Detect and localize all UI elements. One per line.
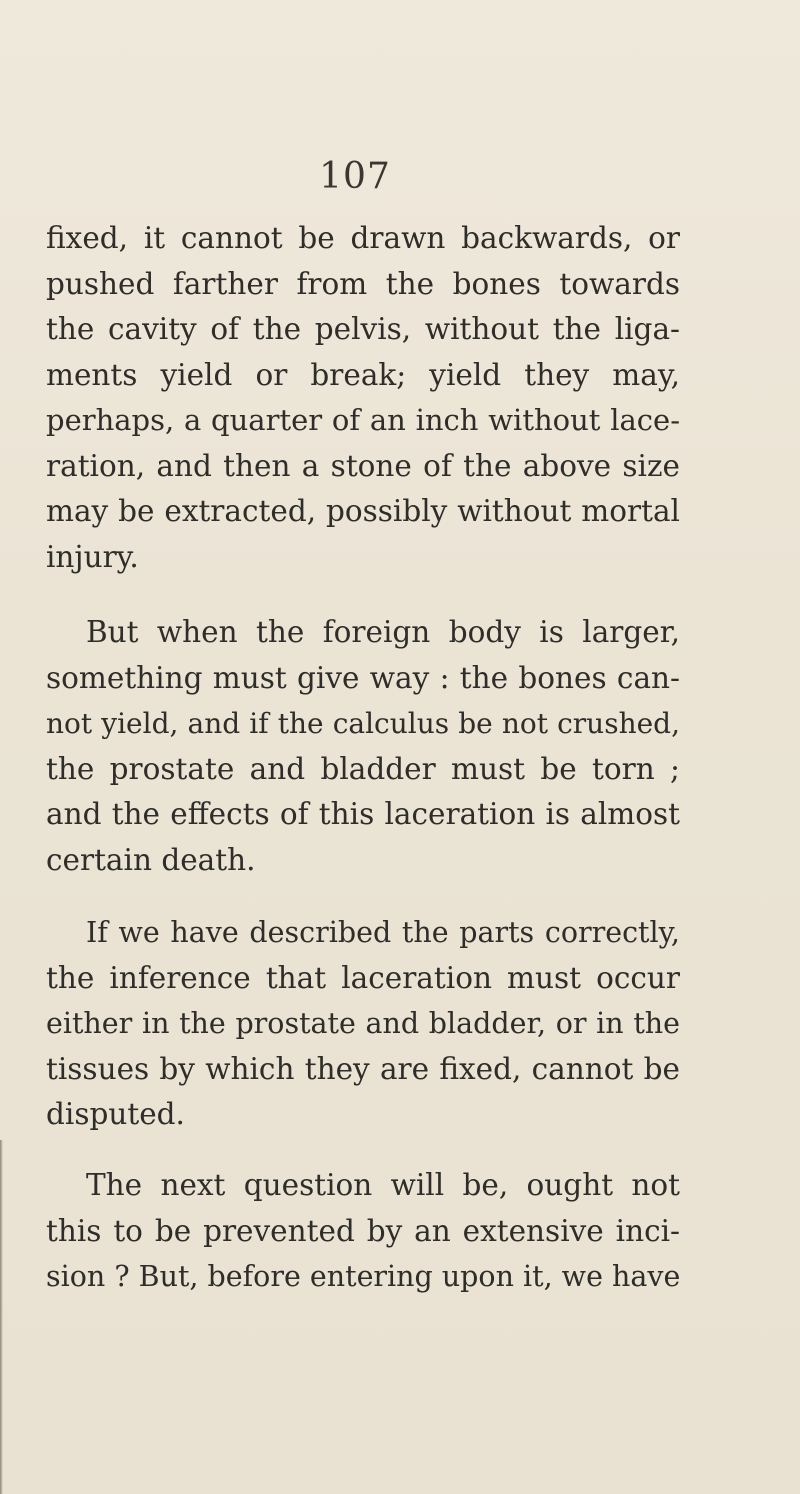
- text-line: injury.: [46, 539, 139, 574]
- text-line: the cavity of the pelvis, without the liga-: [46, 312, 680, 346]
- text-line: the inference that laceration must occur: [46, 960, 680, 995]
- paragraph-3: [46, 910, 680, 1138]
- text-line: The next question will be, ought not: [86, 1168, 680, 1202]
- text-line: perhaps, a quarter of an inch without lace-: [46, 403, 680, 437]
- text-line: disputed.: [46, 1097, 185, 1131]
- text-line: fixed, it cannot be drawn backwards, or: [46, 221, 680, 255]
- paragraph-2: [46, 610, 680, 883]
- text-line: either in the prostate and bladder, or in the: [46, 1007, 680, 1040]
- paragraph-4: [46, 1163, 680, 1300]
- text-line: ration, and then a stone of the above size: [46, 448, 680, 483]
- text-line: tissues by which they are fixed, cannot be: [46, 1051, 680, 1086]
- page-number: 107: [319, 156, 391, 197]
- text-line: the prostate and bladder must be torn ;: [46, 751, 680, 786]
- text-line: and the effects of this laceration is almost: [46, 797, 680, 831]
- text-line: not yield, and if the calculus be not crushed,: [46, 707, 680, 740]
- text-line: pushed farther from the bones towards: [46, 266, 680, 301]
- text-line: But when the foreign body is larger,: [86, 615, 680, 649]
- text-line: this to be prevented by an extensive inci-: [46, 1213, 680, 1248]
- text-line: something must give way : the bones can-: [46, 660, 680, 695]
- text-line: certain death.: [46, 842, 256, 877]
- text-line: sion ? But, before entering upon it, we have: [46, 1260, 681, 1293]
- text-line: may be extracted, possibly without mortal: [46, 494, 680, 528]
- page-edge-shadow: [0, 1140, 3, 1494]
- text-line: If we have described the parts correctly,: [86, 916, 680, 949]
- paragraph-1: [46, 216, 680, 580]
- text-line: ments yield or break; yield they may,: [46, 357, 680, 392]
